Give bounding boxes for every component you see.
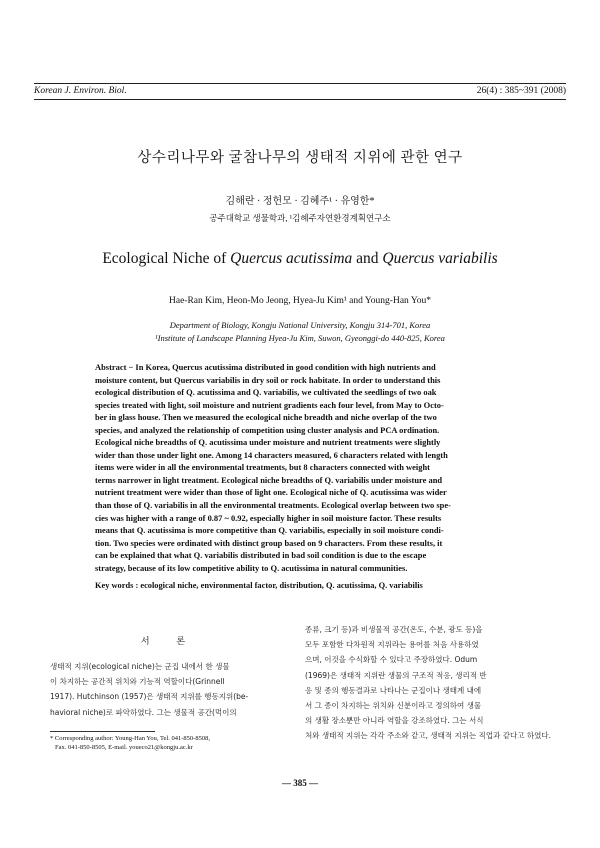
abstract-line: moisture content, but Quercus variabilis in dry soil or rock habitate. In order to understand this [95, 374, 441, 385]
english-affiliation-2: ¹Institute of Landscape Planning Hyea-Ju Kim, Suwon, Gyeonggi-do 440-825, Korea [155, 333, 445, 343]
intro-line: 서 그 종이 차지하는 위치와 신분이라고 정의하여 생물 [305, 701, 482, 711]
korean-title: 상수리나무와 굴참나무의 생태적 지위에 관한 연구 [137, 150, 463, 166]
section-heading-introduction: 서 론 [140, 637, 198, 647]
abstract-line: ecological distribution of Q. acutissima and Q. variabilis, we cultivated the seedlings of two oak [95, 387, 437, 398]
abstract-line: Ecological niche breadths of Q. acutissima under moisture and nutrient treatments were slightly [95, 437, 441, 448]
abstract-line: terms narrower in light treatment. Ecological niche breadths of Q. variabilis under moisture and [95, 474, 443, 485]
header-rule-bottom [34, 99, 566, 100]
intro-line: (1969)은 생태적 지위란 생물의 구조적 적응, 생리적 반 [305, 670, 487, 680]
intro-line: 모두 포함한 다차원적 지위라는 용어를 처음 사용하였 [305, 640, 479, 650]
abstract-line: species, and analyzed the relationship of competition using cluster analysis and PCA ordination. [95, 424, 440, 435]
abstract-line: than those of Q. variabilis in all the environmental treatments. Ecological overlap between two spe- [95, 500, 451, 511]
korean-authors: 김해란 · 정헌모 · 김혜주¹ · 유영한* [225, 196, 375, 207]
intro-line: 응 및 종의 행동결과로 나타나는 군집이나 생태계 내에 [305, 685, 482, 695]
abstract-line: items were wider in all the environmental treatments, but 8 characters connected with weight [95, 462, 430, 473]
abstract-line: Abstract − In Korea, Quercus acutissima distributed in good condition with high nutrients and [95, 362, 436, 372]
footnote-rule [50, 731, 155, 732]
abstract-line: means that Q. acutissima is more competitive than Q. variabilis, especially in soil moisture condi- [95, 525, 444, 536]
header-rule-top [34, 83, 566, 84]
intro-line: 이 차지하는 공간적 위치와 기능적 역할이다(Grinnell [50, 677, 225, 687]
corresponding-author-footnote [50, 734, 290, 752]
journal-name: Korean J. Environ. Biol. [34, 86, 127, 96]
title-prefix: Ecological Niche of [102, 250, 231, 267]
abstract-line: cies was higher with a range of 0.87 ~ 0.92, especially higher in soil moisture factor. These results [95, 512, 442, 523]
intro-line: 종류, 크기 등)과 비생물적 공간(온도, 수분, 광도 등)을 [305, 625, 483, 634]
intro-right-column [305, 622, 553, 744]
footnote-line: Fax. 041-850-8505, E-mail. youeco21@kongju.ac.kr [55, 744, 193, 751]
korean-affiliation: 공주대학교 생물학과, ¹김혜주자연환경계획연구소 [209, 213, 391, 223]
abstract-line: ber in glass house. Then we measured the ecological niche breadth and niche overlap of the two [95, 412, 437, 423]
english-affiliation-1: Department of Biology, Kongju National University, Kongju 314-701, Korea [169, 320, 431, 330]
abstract-line: strategy, because of its low competitive ability to Q. acutissima in natural communities. [95, 562, 408, 573]
intro-line: 1917). Hutchinson (1957)은 생태적 지위를 행동지위(be- [50, 692, 249, 702]
intro-line: havioral niche)로 파악하였다. 그는 생물적 공간(먹이의 [50, 707, 237, 717]
species-name-2: Quercus variabilis [382, 250, 498, 267]
abstract-line: can be explained that what Q. variabilis distributed in bad soil condition is due to the escape [95, 550, 427, 561]
abstract-line: species treated with light, soil moisture and nutrient gradients each four level, from May to Octo- [95, 399, 444, 410]
keywords: Key words : ecological niche, environmental factor, distribution, Q. acutissima, Q. variabilis [95, 581, 423, 590]
abstract-line: wider than those under light one. Among 14 characters measured, 6 characters related with length [95, 449, 448, 460]
intro-line: 처와 생태적 지위는 각각 주소와 같고, 생태적 지위는 직업과 같다고 하였다. [305, 731, 551, 741]
abstract [95, 361, 507, 574]
footnote-line: * Corresponding author: Young-Han You, Tel. 041-850-8508, [50, 735, 210, 742]
citation: 26(4) : 385~391 (2008) [476, 86, 566, 96]
abstract-line: nutrient treatment were wider than those of light one. Ecological niche of Q. acutissima was wider [95, 487, 447, 498]
intro-line: 생태적 지위(ecological niche)는 군집 내에서 한 생물 [50, 662, 230, 671]
page-number: — 385 — [282, 778, 318, 788]
intro-line: 의 생활 장소뿐만 아니라 역할을 강조하였다. 그는 서식 [305, 716, 484, 726]
english-authors: Hae-Ran Kim, Heon-Mo Jeong, Hyea-Ju Kim¹ and Young-Han You* [169, 296, 431, 306]
abstract-line: tion. Two species were ordinated with distinct group based on 9 characters. From these results, it [95, 537, 443, 548]
intro-left-column [50, 659, 288, 720]
species-name-1: Quercus acutissima [230, 250, 353, 267]
title-and: and [352, 250, 383, 267]
intro-line: 으며, 이것을 수식화할 수 있다고 주장하였다. Odum [305, 655, 478, 665]
english-title [0, 250, 600, 268]
